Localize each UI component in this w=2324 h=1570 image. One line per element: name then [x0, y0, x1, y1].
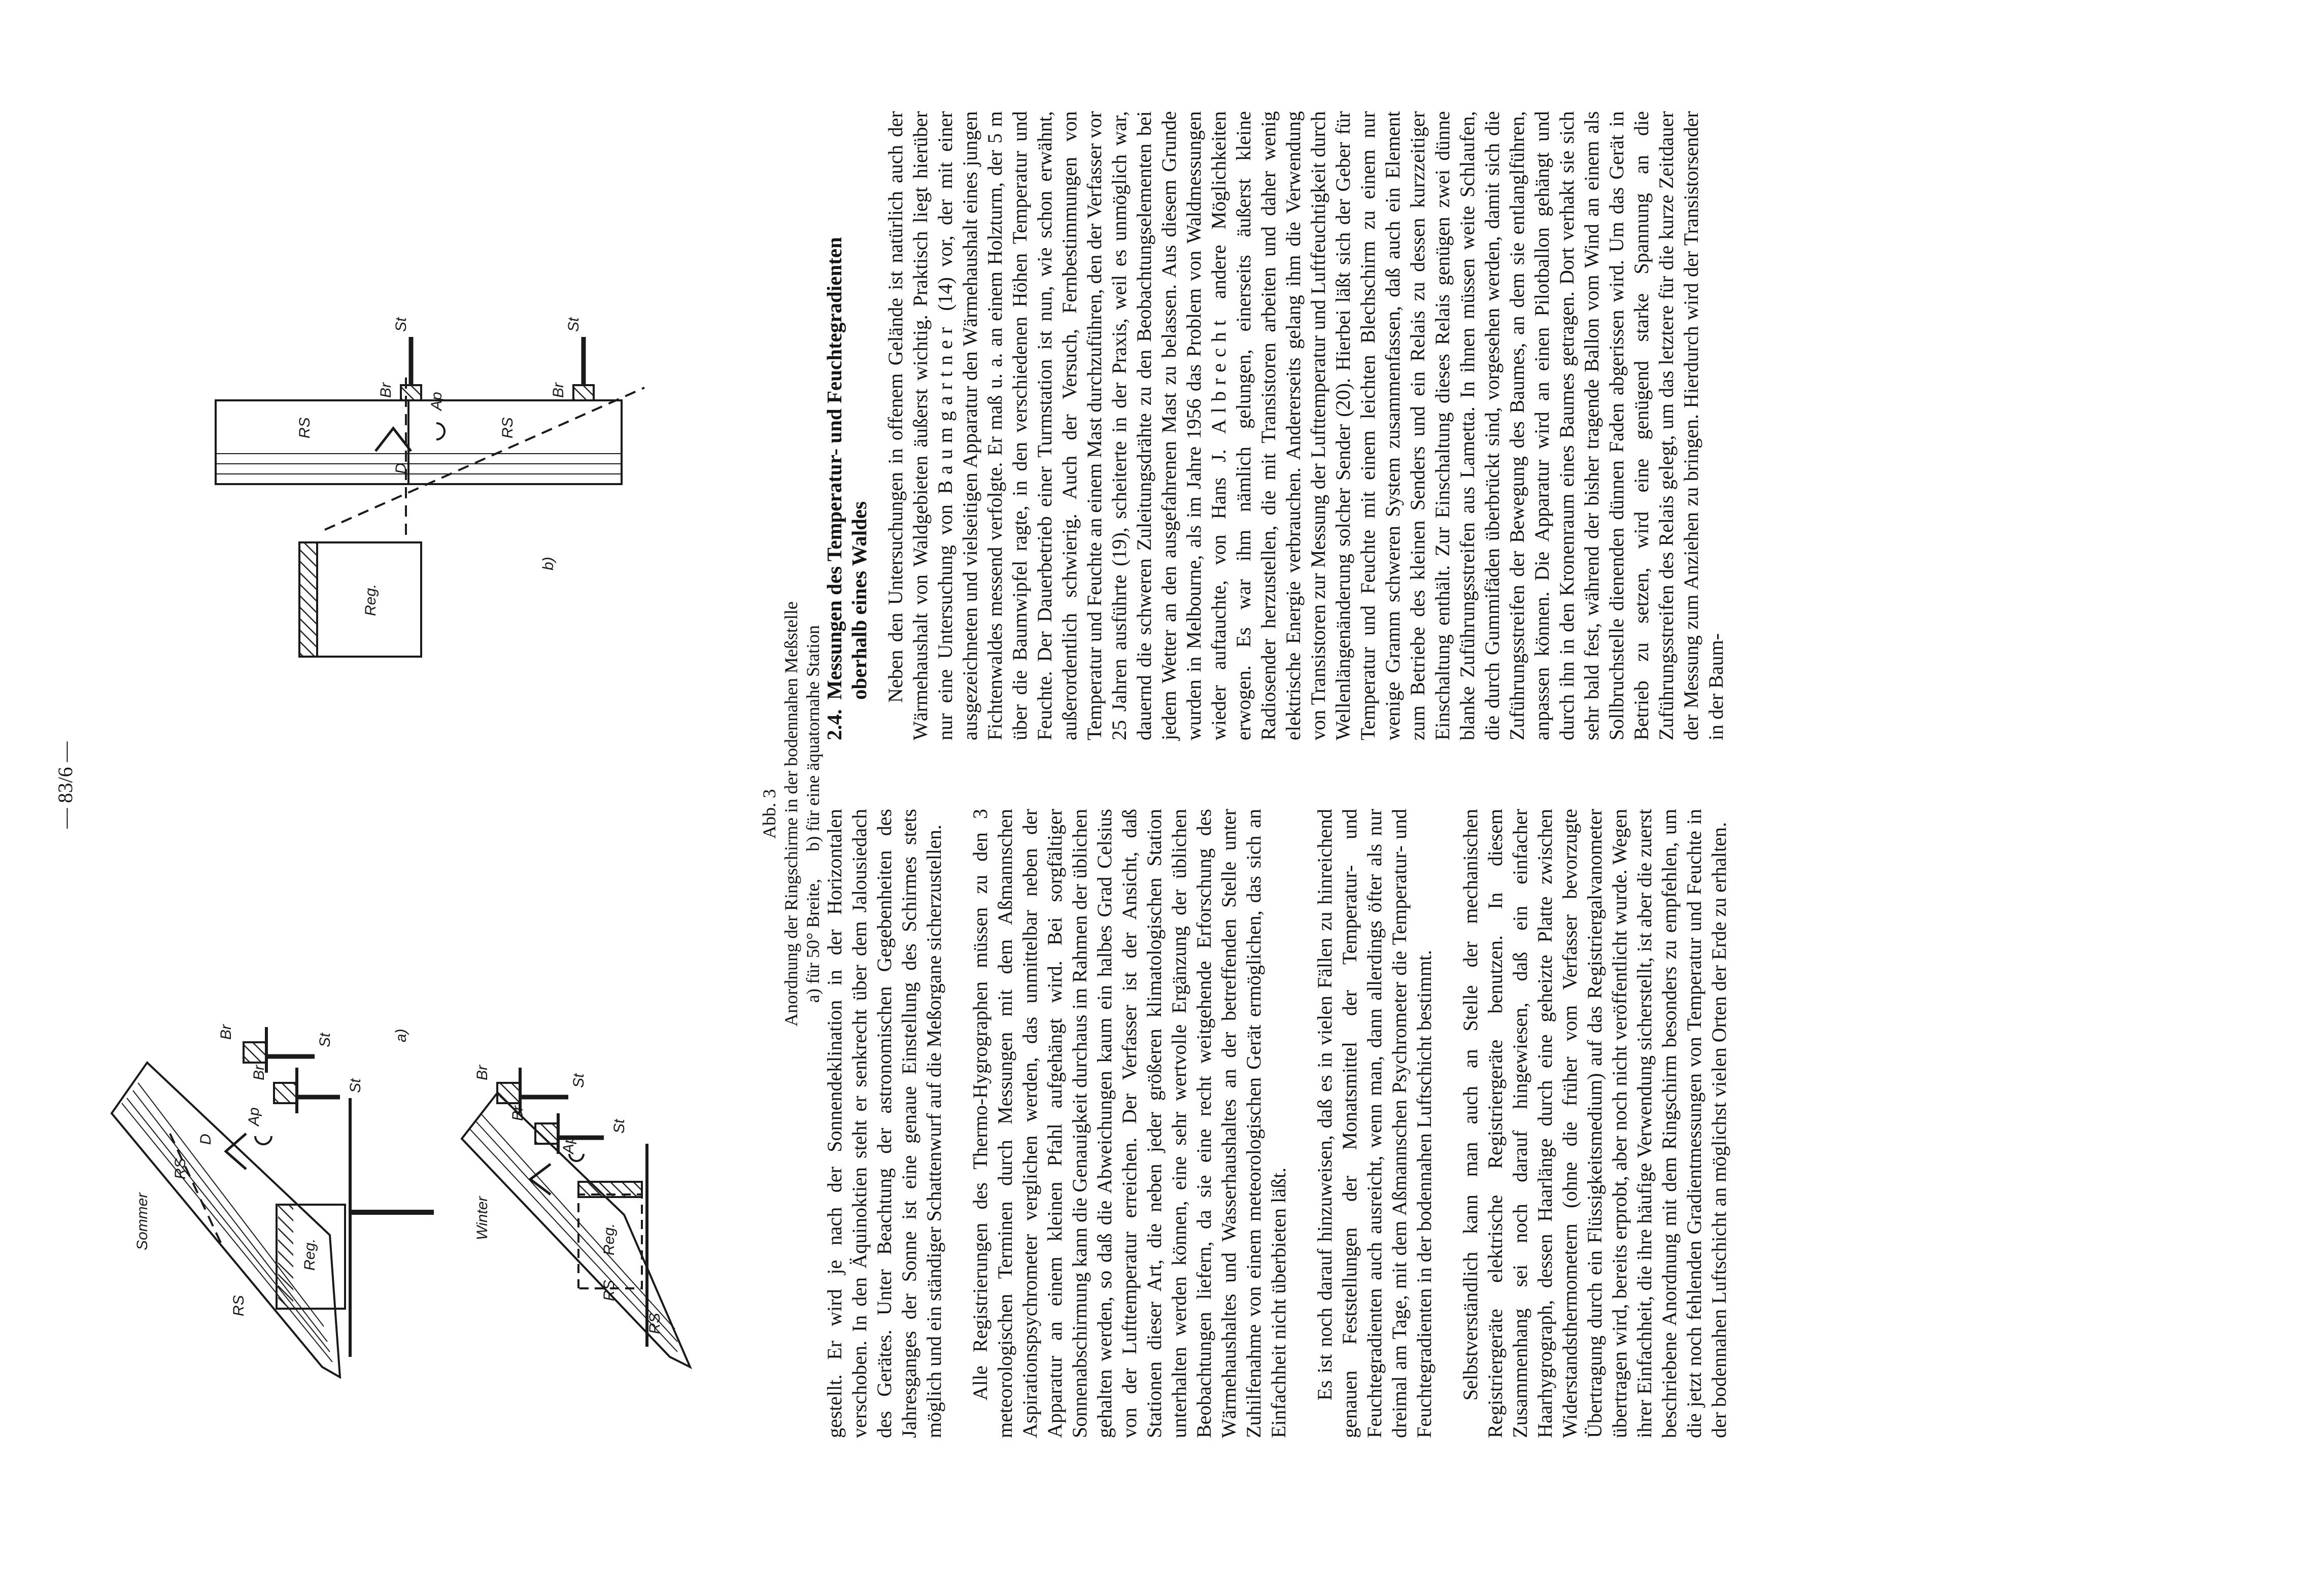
label-br: Br	[251, 1065, 267, 1080]
label-br: Br	[218, 1025, 234, 1040]
label-d: D	[393, 463, 409, 474]
paragraph: Es ist noch darauf hinzuweisen, daß es in vielen Fällen zu hinreichend genauen Feststellungen der Monatsmittel der Temperatur- und Feuchtegradienten auch ausreicht, wenn man, dann allerdings öfter als nur dreimal am Tage, mit dem Aßmannschen Psychrometer die Temperatur- und Feuchtegradienten in der bodennahen Luftschicht bestimmt.	[1313, 809, 1436, 1438]
paragraph: gestellt. Er wird je nach der Sonnendeklination in der Horizontalen verschoben. In den Äquinoktien steht er senkrecht über dem Jalousiedach des Gerätes. Unter Beachtung der astronomischen Gegebenheiten des Jahresganges der Sonne ist eine genaue Einstellung des Schirmes stets möglich und ein ständiger Schattenwurf auf die Meßorgane sicherzustellen.	[823, 809, 945, 1438]
author-name-albrecht: Albrecht	[1207, 314, 1230, 434]
label-ap: Ap	[428, 392, 445, 411]
diagram-sommer	[112, 1027, 434, 1377]
labels-sommer	[134, 1024, 409, 1316]
paragraph: Alle Registrierungen des Thermo-Hygrographen müssen zu den 3 meteorologischen Terminen durch Messungen mit dem Aßmannschen Aspirationspsychrometer verglichen werden, das unmittelbar neben der Apparatur an einem kleinen Pfahl aufgehängt wird. Bei sorgfältiger Sonnenabschirmung kann die Genauigkeit durchaus im Rahmen der üblichen gehalten werden, so daß die Abweichungen kaum ein halbes Grad Celsius von der Lufttemperatur erreichen. Der Verfasser ist der Ansicht, daß Stationen dieser Art, die neben jeder größeren klimatologischen Station unterhalten werden können, eine sehr wertvolle Ergänzung der üblichen Beobachtungen liefern, da sie eine recht weitgehende Erforschung des Wärmehaushaltes und Wasserhaushaltes an der betreffenden Stelle unter Zuhilfenahme von einem meteorologischen Gerät ermöglichen, das sich an Einfachheit nicht überbieten läßt.	[969, 809, 1290, 1438]
labels-winter	[474, 1065, 663, 1334]
label-sommer: Sommer	[134, 1192, 151, 1250]
caption-title: Anordnung der Ringschirme in der bodennahen Meßstelle	[781, 601, 801, 1027]
section-title-line2: oberhalb eines Waldes	[847, 501, 871, 700]
section-title-line1: Messungen des Temperatur- und Feuchtegradienten	[823, 237, 846, 700]
caption-subtitle: a) für 50° Breite, b) für eine äquatornahe Station	[803, 625, 823, 1003]
text-run: Neben den Untersuchungen in offenem Gelände ist natürlich auch der Wärmehaushalt von Waldgebieten äußerst wichtig. Praktisch liegt hierüber nur eine Untersuchung von	[884, 111, 956, 740]
label-ap: Ap	[560, 1135, 577, 1154]
page-number: — 83/6 —	[54, 741, 77, 829]
label-rs: RS	[172, 1158, 189, 1179]
label-st: St	[317, 1033, 333, 1047]
figure-drawing	[76, 210, 746, 1418]
label-d: D	[197, 1134, 214, 1145]
label-st: St	[570, 1073, 587, 1088]
panel-a-label: a)	[393, 1029, 409, 1042]
section-heading	[822, 111, 872, 740]
figure-caption	[759, 210, 824, 1418]
label-rs: RS	[296, 417, 313, 438]
section-number: 2.4.	[823, 709, 846, 740]
label-winter: Winter	[474, 1196, 491, 1240]
text-run: andere Möglichkeiten erwogen. Es war ihm nämlich gelungen, einerseits äußerst kleine Radiosender herzustellen, die mit Transistoren arbeiten und daher wenig elektrische Energie verbrauchen. Andererseits gelang ihm die Verwendung von Transistoren zur Messung der Lufttemperatur und Luftfeuchtigkeit durch Wellenlängenänderung solcher Sender (20). Hierbei läßt sich der Geber für Temperatur und Feuchte mit einem leichten Blechschirm zu einem nur wenige Gramm schweren System zusammenfassen, daß auch ein Element zum Betriebe des kleinen Senders und ein Relais zu dessen kurzzeitiger Einschaltung enthält. Zur Einschaltung dieses Relais genügen zwei dünne blanke Zuführungsstreifen aus Lametta. In ihnen müssen weite Schlaufen, die durch Gummifäden überbrückt sind, vorgesehen werden, damit sich die Zuführungsstreifen der Bewegung des Baumes, an dem sie entlanglführen, anpassen können. Die Apparatur wird an einen Pilotballon gehängt und durch ihn in den Kronenraum eines Baumes getragen. Dort verhakt sie sich sehr bald fest, während der bisher tragende Ballon vom Wind an einem als Sollbruchstelle dienenden dünnen Faden abgerissen wird. Um das Gerät in Betrieb zu setzen, wird eine genügend starke Spannung an die Zuführungsstreifen des Relais gelegt, um das letztere für die kurze Zeitdauer der Messung zum Anziehen zu bringen. Hierdurch wird der Transistorsender in der Baum-	[1207, 111, 1727, 740]
label-st: St	[393, 317, 409, 332]
label-reg: Reg.	[362, 584, 379, 616]
diagram-b	[216, 337, 644, 657]
label-br: Br	[509, 1106, 526, 1121]
panel-b-label: b)	[540, 557, 557, 570]
label-ap: Ap	[246, 1107, 262, 1126]
text-run: (14) vor, der mit einer ausgezeichneten und vielseitigen Apparatur den Wärmehaushalt eines jungen Fichtenwaldes messend verfolgte. Er maß u. a. an einem Holzturm, der 5 m über die Baumwipfel ragte, in den verschiedenen Höhen Temperatur und Feuchte. Der Dauerbetrieb einer Turmstation ist nun, wie schon erwähnt, außerordentlich schwierig. Auch der Versuch, Fernbestimmungen von Temperatur und Feuchte an einem Mast durchzuführen, den der Verfasser vor 25 Jahren ausführte (19), scheiterte in der Praxis, weil es unmöglich war, dauernd die schweren Zuleitungsdrähte zu den Beobachtungselementen bei jedem Wetter an den ausgefahrenen Mast zu belassen. Aus diesem Grunde wurden in Melbourne, als im Jahre 1956 das Problem von Waldmessungen wieder auftauchte, von Hans J.	[934, 111, 1230, 740]
figure-ringschirm	[76, 210, 746, 1418]
label-rs: RS	[601, 1280, 618, 1301]
author-name-baumgartner: Baumgartner	[934, 321, 956, 494]
paragraph: Selbstverständlich kann man auch an Stelle der mechanischen Registriergeräte elektrische Registriergeräte benutzen. In diesem Zusammenhang sei noch darauf hingewiesen, daß ein einfacher Haarhygrograph, dessen Haarlänge durch eine geheizte Platte zwischen Widerstandsthermometern (ohne die früher vom Verfasser bevorzugte Übertragung durch ein Flüssigkeitsmedium) auf das Registriergalvanometer übertragen wird, bereits erprobt, aber noch nicht veröffentlicht wurde. Wegen ihrer Einfachheit, die ihre häufige Verwendung sicherstellt, ist aber die zuerst beschriebene Anordnung mit dem Ringschirm besonders zu empfehlen, um die jetzt noch fehlenden Gradientmessungen von Temperatur und Feuchte in der bodennahen Luftschicht an möglichst vielen Orten der Erde zu erhalten.	[1459, 809, 1730, 1438]
label-st: St	[347, 1078, 364, 1093]
label-rs: RS	[230, 1295, 247, 1316]
label-br: Br	[378, 383, 394, 398]
caption-label: Abb. 3	[759, 789, 779, 839]
label-rs: RS	[499, 417, 516, 438]
label-st: St	[611, 1119, 628, 1134]
label-st: St	[565, 317, 582, 332]
label-reg: Reg.	[301, 1238, 318, 1271]
label-rs: RS	[646, 1313, 663, 1334]
label-br: Br	[550, 383, 567, 398]
labels-b	[296, 317, 582, 616]
label-reg: Reg.	[601, 1223, 618, 1255]
left-column	[822, 809, 1731, 1438]
label-br: Br	[474, 1065, 491, 1080]
paragraph	[883, 111, 1728, 740]
right-column	[822, 111, 1728, 740]
